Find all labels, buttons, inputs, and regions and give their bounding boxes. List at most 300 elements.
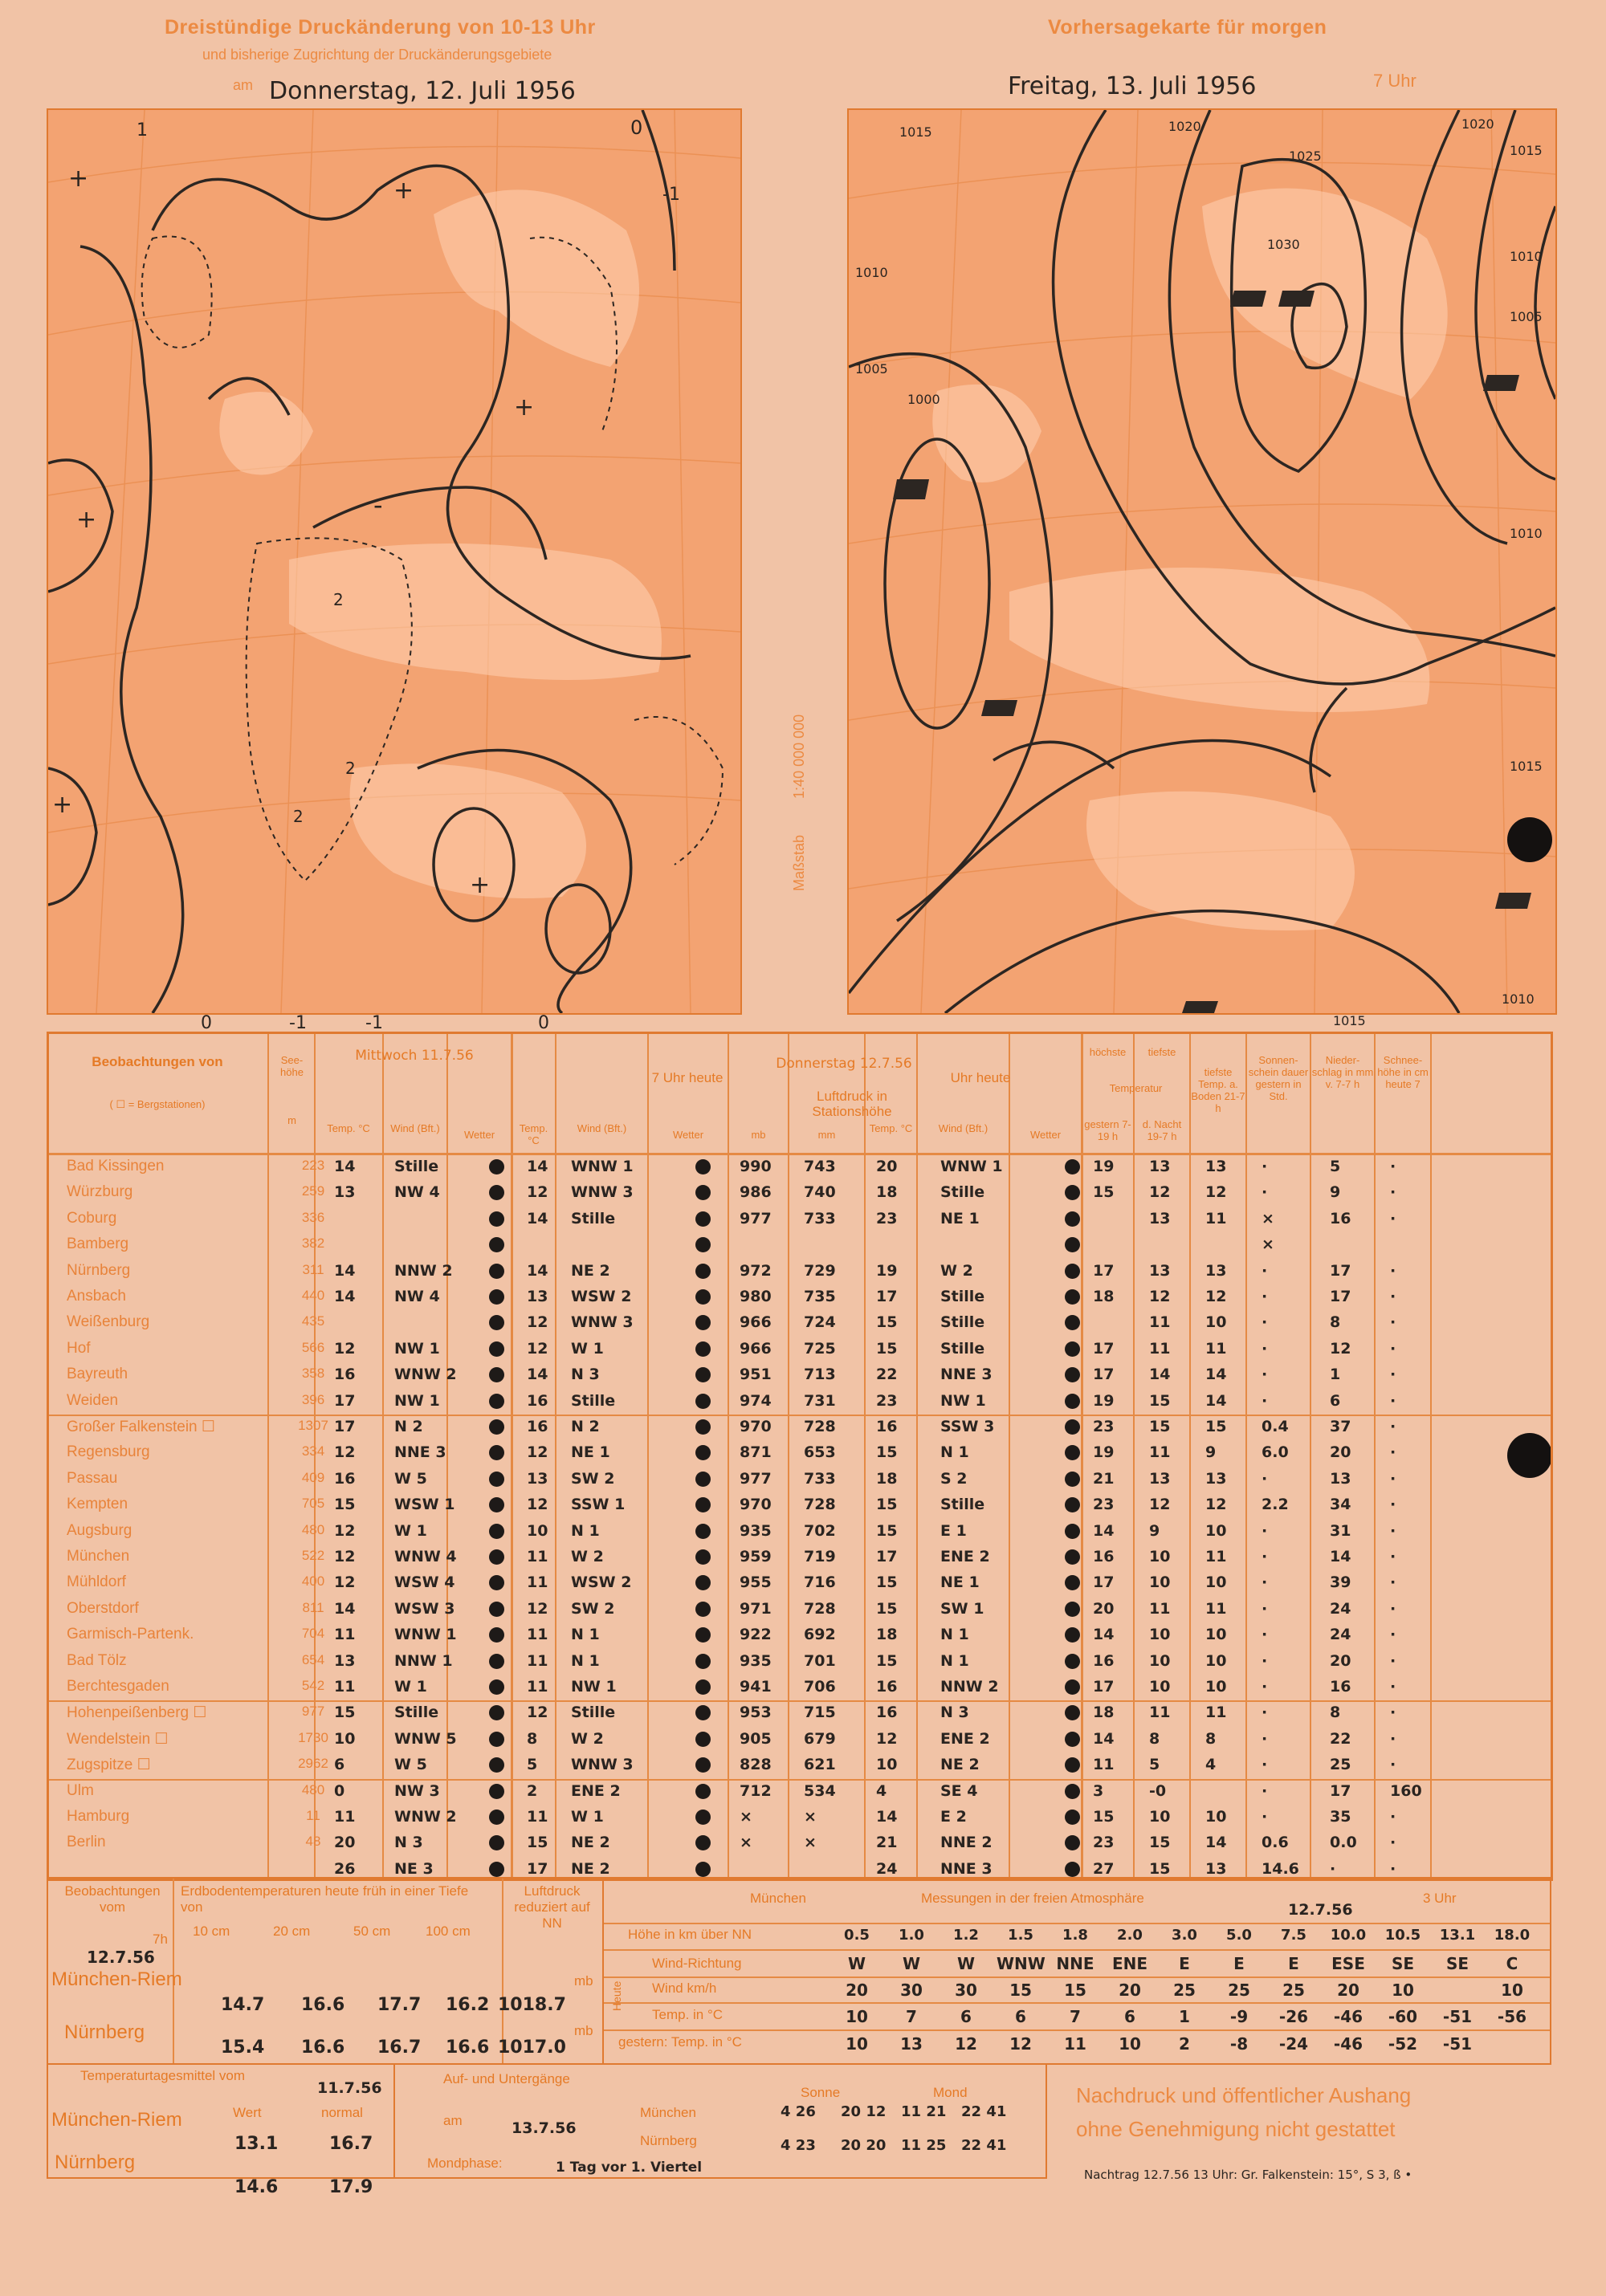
- cloud-cover-icon: [489, 1654, 504, 1669]
- cell-tx: 11: [1093, 1756, 1115, 1774]
- cell-sh: ·: [1390, 1548, 1396, 1565]
- table-row: [49, 1468, 1551, 1489]
- cell-sh: ·: [1390, 1469, 1396, 1488]
- cell-w2: NE 2: [571, 1261, 610, 1280]
- pressure-change-map: [47, 108, 742, 1015]
- cell-tx: 17: [1093, 1339, 1115, 1358]
- cell-tx: 23: [1093, 1418, 1115, 1435]
- cell-sh: ·: [1390, 1209, 1396, 1227]
- sun-moon-am: am: [443, 2113, 463, 2128]
- cell-t3: 15: [876, 1599, 898, 1618]
- left-map-label: 0: [630, 116, 643, 139]
- cell-t2: 10: [527, 1521, 548, 1540]
- cell-t3: 15: [876, 1313, 898, 1332]
- atmos-wind_dir-value: NNE: [1056, 1954, 1094, 1973]
- cell-t2: 13: [527, 1469, 548, 1488]
- cell-t3: 17: [876, 1548, 898, 1565]
- cell-mb: 966: [740, 1339, 772, 1358]
- cell-sh: ·: [1390, 1573, 1396, 1592]
- cell-so: ·: [1262, 1573, 1268, 1592]
- right-title: Vorhersagekarte für morgen: [1048, 16, 1327, 39]
- cloud-cover-icon: [489, 1211, 504, 1227]
- cell-t2: 16: [527, 1391, 548, 1410]
- cell-so: ×: [1262, 1209, 1274, 1227]
- cell-w1: NW 4: [394, 1288, 440, 1305]
- table-row: [49, 1364, 1551, 1385]
- cell-mb: 971: [740, 1599, 772, 1618]
- isobar-label: 1010: [1510, 249, 1543, 264]
- col-header-temperature: Temperatur: [1109, 1082, 1163, 1094]
- cell-mb: 972: [740, 1261, 772, 1280]
- isobar-label: 1005: [1510, 309, 1543, 324]
- cloud-cover-icon: [695, 1394, 711, 1409]
- cell-so: ·: [1262, 1548, 1268, 1565]
- cell-ns: ·: [1330, 1859, 1336, 1878]
- atmos-time: 3 Uhr: [1423, 1891, 1457, 1906]
- soil-temperature-table: [47, 1877, 604, 2065]
- cell-so: ·: [1262, 1288, 1268, 1305]
- isobar-label: 1030: [1267, 237, 1300, 252]
- cell-tb: 14: [1205, 1391, 1227, 1410]
- cell-ns: 13: [1330, 1469, 1351, 1488]
- cell-tn: 15: [1149, 1859, 1171, 1878]
- cell-w1: WNW 5: [394, 1729, 457, 1748]
- moon-phase-label: Mondphase:: [427, 2156, 503, 2171]
- cell-ns: 39: [1330, 1573, 1351, 1592]
- cloud-cover-icon: [1065, 1705, 1080, 1720]
- cloud-cover-icon: [1065, 1549, 1080, 1565]
- cell-w1: N 2: [394, 1418, 423, 1435]
- cell-w2: W 2: [571, 1548, 604, 1565]
- cell-w3: WNW 1: [940, 1158, 1003, 1175]
- station-name: Nürnberg: [67, 1261, 131, 1279]
- cell-w1: NNW 2: [394, 1261, 453, 1280]
- cell-mb: 935: [740, 1651, 772, 1670]
- cell-w3: NE 1: [940, 1209, 980, 1227]
- cell-tb: 11: [1205, 1704, 1227, 1722]
- cell-tb: 11: [1205, 1339, 1227, 1358]
- cell-tx: 21: [1093, 1469, 1115, 1488]
- mean-value: 13.1: [234, 2134, 279, 2154]
- cell-t1: 10: [334, 1729, 356, 1748]
- cell-t1: 12: [334, 1573, 356, 1592]
- table-row: [49, 1156, 1551, 1177]
- station-altitude: 311: [302, 1261, 324, 1277]
- cell-t1: 16: [334, 1469, 356, 1488]
- cell-t1: 0: [334, 1781, 345, 1800]
- cloud-cover-icon: [489, 1497, 504, 1512]
- cloud-cover-icon: [695, 1472, 711, 1487]
- mean-date: 11.7.56: [317, 2079, 382, 2097]
- cell-w3: SSW 3: [940, 1418, 995, 1435]
- atmos-temp-value: 10: [846, 2007, 868, 2026]
- cell-w1: NW 1: [394, 1391, 440, 1410]
- soil-value: 16.2: [446, 1995, 490, 2015]
- station-name: Oberstdorf: [67, 1599, 139, 1617]
- cell-mb: ×: [740, 1834, 752, 1852]
- soil-obs-time: 7h: [153, 1932, 168, 1947]
- station-name: Würzburg: [67, 1183, 133, 1201]
- cell-sh: ·: [1390, 1808, 1396, 1826]
- cloud-cover-icon: [489, 1289, 504, 1305]
- col-header-weather: Wetter: [1029, 1129, 1062, 1141]
- cloud-cover-icon: [489, 1524, 504, 1539]
- cell-ns: 37: [1330, 1418, 1351, 1435]
- cell-w3: NNE 2: [940, 1834, 993, 1852]
- cell-w3: SE 4: [940, 1781, 978, 1800]
- notice-line-1: Nachdruck und öffentlicher Aushang: [1076, 2083, 1412, 2107]
- soil-value: 16.6: [446, 2037, 490, 2058]
- cloud-cover-icon: [1065, 1419, 1080, 1435]
- cloud-cover-icon: [695, 1237, 711, 1252]
- isobar-label: 1010: [855, 265, 888, 280]
- atmos-temp-value: -26: [1278, 2007, 1309, 2026]
- atmos-temp-value: 1: [1179, 2007, 1190, 2026]
- cell-t3: 15: [876, 1339, 898, 1358]
- sun-city: München: [640, 2105, 696, 2120]
- cell-tn: 13: [1149, 1209, 1171, 1227]
- station-name: Berlin: [67, 1834, 106, 1851]
- cell-w3: S 2: [940, 1469, 968, 1488]
- station-altitude: 542: [301, 1678, 325, 1693]
- cloud-cover-icon: [1065, 1679, 1080, 1695]
- sun-moon-date: 13.7.56: [512, 2119, 577, 2137]
- station-altitude: 409: [301, 1469, 325, 1485]
- cell-mm: 706: [804, 1678, 836, 1696]
- cell-w1: WSW 3: [394, 1599, 455, 1618]
- moon-header: Mond: [933, 2085, 968, 2100]
- cell-tn: 13: [1149, 1261, 1171, 1280]
- cell-w3: NW 1: [940, 1391, 986, 1410]
- atmos-heights-value: 1.2: [953, 1927, 979, 1944]
- atmos-wind_dir-value: E: [1288, 1954, 1299, 1973]
- cell-t2: 11: [527, 1808, 548, 1826]
- col-header-night: d. Nacht 19-7 h: [1142, 1118, 1182, 1142]
- table-row: [49, 1754, 1551, 1775]
- cell-mb: 974: [740, 1391, 772, 1410]
- cell-mm: 733: [804, 1469, 836, 1488]
- atmos-today-label: Heute: [610, 1981, 623, 2011]
- cell-t1: 16: [334, 1366, 356, 1384]
- cell-t3: 15: [876, 1443, 898, 1462]
- cell-t1: 12: [334, 1339, 356, 1358]
- station-altitude: 522: [301, 1548, 325, 1563]
- isobar-label: 1010: [1510, 526, 1543, 541]
- cell-tb: 10: [1205, 1521, 1227, 1540]
- soil-obs-date: 12.7.56: [87, 1948, 155, 1967]
- cell-w2: N 2: [571, 1418, 600, 1435]
- cell-w1: WSW 4: [394, 1573, 455, 1592]
- atmos-city: München: [750, 1891, 806, 1906]
- table-row: [49, 1234, 1551, 1255]
- station-altitude: 480: [301, 1781, 325, 1797]
- cloud-cover-icon: [489, 1602, 504, 1617]
- station-name: Augsburg: [67, 1521, 132, 1539]
- soil-pressure-label: Luftdruck reduziert auf NN: [514, 1883, 590, 1931]
- station-name: München: [67, 1548, 130, 1565]
- cloud-cover-icon: [695, 1445, 711, 1460]
- cell-mb: 986: [740, 1183, 772, 1202]
- cloud-cover-icon: [489, 1445, 504, 1460]
- cloud-cover-icon: [695, 1575, 711, 1590]
- table-row: [49, 1702, 1551, 1723]
- atmos-wind_dir-value: W: [902, 1954, 921, 1973]
- sun-moon-table: [393, 2063, 1047, 2179]
- cloud-cover-icon: [695, 1835, 711, 1850]
- cloud-cover-icon: [695, 1264, 711, 1279]
- cell-t3: 18: [876, 1469, 898, 1488]
- cloud-cover-icon: [1065, 1835, 1080, 1850]
- cell-w2: WNW 3: [571, 1183, 634, 1202]
- cell-sh: ·: [1390, 1313, 1396, 1332]
- cell-so: ·: [1262, 1729, 1268, 1748]
- cell-t2: 14: [527, 1209, 548, 1227]
- atmos-gestern-value: 10: [846, 2034, 868, 2054]
- cloud-cover-icon: [1065, 1654, 1080, 1669]
- cloud-cover-icon: [1065, 1315, 1080, 1330]
- cloud-cover-icon: [489, 1159, 504, 1174]
- left-map-label: 2: [293, 807, 304, 826]
- cell-sh: ·: [1390, 1418, 1396, 1435]
- cell-mm: 731: [804, 1391, 836, 1410]
- atmos-wind_kmh-value: 20: [846, 1981, 868, 2000]
- cloud-cover-icon: [1065, 1575, 1080, 1590]
- cell-so: 6.0: [1262, 1443, 1289, 1462]
- col-header-ground-temp: tiefste Temp. a. Boden 21-7 h: [1191, 1066, 1245, 1114]
- cell-tb: 10: [1205, 1678, 1227, 1696]
- cell-ns: 9: [1330, 1183, 1341, 1202]
- col-header-pressure: Luftdruck in Stationshöhe: [812, 1089, 892, 1119]
- cell-mm: 743: [804, 1158, 836, 1175]
- cell-tb: 13: [1205, 1158, 1227, 1175]
- atmos-wind_dir-value: ENE: [1111, 1954, 1148, 1973]
- cell-tn: 11: [1149, 1443, 1171, 1462]
- moon-time: 22 41: [961, 2137, 1007, 2154]
- cell-w3: NE 1: [940, 1573, 980, 1592]
- isobar-label: 1015: [1510, 143, 1543, 158]
- station-name: Ulm: [67, 1781, 94, 1799]
- cell-w3: NNE 3: [940, 1366, 993, 1384]
- col-header-mountain-note: ( ☐ = Bergstationen): [109, 1098, 206, 1110]
- cell-w3: NNE 3: [940, 1859, 993, 1878]
- cell-tb: 10: [1205, 1626, 1227, 1644]
- left-map-label: 0: [538, 1013, 549, 1033]
- cloud-cover-icon: [695, 1419, 711, 1435]
- cell-tx: 19: [1093, 1391, 1115, 1410]
- cell-w1: WNW 4: [394, 1548, 457, 1565]
- cell-t1: 6: [334, 1756, 345, 1774]
- cell-t2: 14: [527, 1158, 548, 1175]
- col-header-mb: mb: [751, 1129, 766, 1141]
- cell-tb: 10: [1205, 1651, 1227, 1670]
- col-header-weather: Wetter: [463, 1129, 495, 1141]
- left-map-label: -: [373, 490, 383, 520]
- station-altitude: 396: [301, 1391, 325, 1407]
- cloud-cover-icon: [489, 1835, 504, 1850]
- cell-mb: 955: [740, 1573, 772, 1592]
- cell-ns: 17: [1330, 1288, 1351, 1305]
- cell-so: ×: [1262, 1236, 1274, 1254]
- cell-w2: SSW 1: [571, 1496, 626, 1514]
- cloud-cover-icon: [1065, 1784, 1080, 1799]
- cell-w1: WSW 1: [394, 1496, 455, 1514]
- cell-mb: 871: [740, 1443, 772, 1462]
- cell-tb: 13: [1205, 1261, 1227, 1280]
- cell-tb: 14: [1205, 1834, 1227, 1852]
- cell-mb: 828: [740, 1756, 772, 1774]
- cell-tx: 23: [1093, 1834, 1115, 1852]
- cell-w2: N 1: [571, 1626, 600, 1644]
- cell-so: ·: [1262, 1339, 1268, 1358]
- soil-pressure-value: 1018.7: [498, 1995, 566, 2015]
- cloud-cover-icon: [489, 1757, 504, 1773]
- station-name: Bad Tölz: [67, 1651, 127, 1669]
- cell-sh: ·: [1390, 1834, 1396, 1852]
- cell-sh: ·: [1390, 1261, 1396, 1280]
- cell-t1: 13: [334, 1651, 356, 1670]
- cell-tx: 15: [1093, 1808, 1115, 1826]
- cell-ns: 8: [1330, 1313, 1341, 1332]
- station-name: Wendelstein ☐: [67, 1730, 169, 1748]
- cell-tn: 8: [1149, 1729, 1160, 1748]
- cell-w3: Stille: [940, 1183, 985, 1202]
- cell-t1: 11: [334, 1626, 356, 1644]
- cell-t2: 11: [527, 1626, 548, 1644]
- atmos-wind_dir-value: W: [956, 1954, 976, 1973]
- cell-tx: 15: [1093, 1183, 1115, 1202]
- soil-value: 16.7: [377, 2037, 422, 2058]
- atmos-temp-value: 6: [960, 2007, 972, 2026]
- cell-tb: 12: [1205, 1496, 1227, 1514]
- station-name: Hohenpeißenberg ☐: [67, 1704, 207, 1722]
- table-row: [49, 1651, 1551, 1671]
- cloud-cover-icon: [1065, 1237, 1080, 1252]
- left-subtitle: und bisherige Zugrichtung der Druckänderungsgebiete: [202, 47, 552, 63]
- atmos-wind_dir-value: ESE: [1331, 1954, 1365, 1973]
- cell-t3: 18: [876, 1183, 898, 1202]
- cell-tx: 19: [1093, 1158, 1115, 1175]
- cell-mm: 719: [804, 1548, 836, 1565]
- table-row: [49, 1624, 1551, 1645]
- cloud-cover-icon: [489, 1472, 504, 1487]
- col-header-precip: Nieder-schlag in mm v. 7-7 h: [1311, 1054, 1374, 1090]
- cell-tb: 11: [1205, 1548, 1227, 1565]
- cell-tb: 14: [1205, 1366, 1227, 1384]
- cell-tx: 18: [1093, 1704, 1115, 1722]
- atmos-temp-value: -51: [1442, 2007, 1473, 2026]
- cell-sh: ·: [1390, 1496, 1396, 1514]
- station-altitude: 48: [305, 1834, 321, 1850]
- table-row: [49, 1390, 1551, 1411]
- cell-t2: 8: [527, 1729, 538, 1748]
- cell-t2: 12: [527, 1496, 548, 1514]
- cell-so: ·: [1262, 1391, 1268, 1410]
- cell-tx: 17: [1093, 1678, 1115, 1696]
- cell-t3: 16: [876, 1704, 898, 1722]
- col-header-sunshine: Sonnen-schein dauer gestern in Std.: [1248, 1054, 1309, 1102]
- cloud-cover-icon: [489, 1419, 504, 1435]
- cell-w2: WNW 3: [571, 1756, 634, 1774]
- cell-w2: NW 1: [571, 1678, 617, 1696]
- cloud-cover-icon: [489, 1627, 504, 1643]
- left-map-label: +: [76, 506, 97, 534]
- table-row: [49, 1208, 1551, 1229]
- cell-t3: 15: [876, 1573, 898, 1592]
- moon-phase: 1 Tag vor 1. Viertel: [556, 2160, 703, 2176]
- station-name: Coburg: [67, 1209, 117, 1227]
- cell-mm: 701: [804, 1651, 836, 1670]
- cell-mm: 729: [804, 1261, 836, 1280]
- station-name: Hof: [67, 1339, 91, 1357]
- mean-station-name: München-Riem: [51, 2109, 182, 2131]
- cell-sh: ·: [1390, 1158, 1396, 1175]
- yesterday-date: Mittwoch 11.7.56: [355, 1048, 474, 1064]
- station-altitude: 704: [301, 1626, 325, 1642]
- cell-t3: 22: [876, 1366, 898, 1384]
- station-altitude: 654: [301, 1651, 325, 1667]
- table-row: [49, 1728, 1551, 1749]
- cell-tx: 23: [1093, 1496, 1115, 1514]
- cell-t2: 5: [527, 1756, 538, 1774]
- cell-t2: 12: [527, 1443, 548, 1462]
- cell-t1: 15: [334, 1704, 356, 1722]
- cell-ns: 1: [1330, 1366, 1341, 1384]
- cell-t2: 11: [527, 1651, 548, 1670]
- isobar-label: 1015: [899, 124, 932, 140]
- cell-tb: 12: [1205, 1183, 1227, 1202]
- cell-tn: 14: [1149, 1366, 1171, 1384]
- cell-tn: 10: [1149, 1548, 1171, 1565]
- cell-ns: 24: [1330, 1599, 1351, 1618]
- cell-t3: 16: [876, 1678, 898, 1696]
- cell-tn: 15: [1149, 1391, 1171, 1410]
- station-altitude: 1730: [298, 1729, 328, 1745]
- cell-sh: ·: [1390, 1443, 1396, 1462]
- cell-w2: WSW 2: [571, 1288, 632, 1305]
- cell-t3: 18: [876, 1626, 898, 1644]
- cell-mm: 621: [804, 1756, 836, 1774]
- cell-ns: 24: [1330, 1626, 1351, 1644]
- table-row: [49, 1442, 1551, 1463]
- forecast-map: [847, 108, 1557, 1015]
- cell-w1: Stille: [394, 1158, 439, 1175]
- atmos-temp-value: 7: [1070, 2007, 1081, 2026]
- atmos-wind_kmh-value: 10: [1501, 1981, 1523, 2000]
- atmos-wind_dir-value: E: [1233, 1954, 1245, 1973]
- cell-so: ·: [1262, 1313, 1268, 1332]
- cell-w3: N 3: [940, 1704, 969, 1722]
- cloud-cover-icon: [489, 1810, 504, 1825]
- cloud-cover-icon: [1065, 1810, 1080, 1825]
- mean-value: 14.6: [234, 2177, 279, 2197]
- atmos-gestern-value: 11: [1064, 2034, 1086, 2054]
- cell-t1: 20: [334, 1834, 356, 1852]
- addendum-note: Nachtrag 12.7.56 13 Uhr: Gr. Falkenstein: 15°, S 3, ß •: [1084, 2168, 1412, 2182]
- cloud-cover-icon: [1065, 1289, 1080, 1305]
- atmos-wind_dir-value: SE: [1445, 1954, 1469, 1973]
- cloud-cover-icon: [489, 1862, 504, 1877]
- atmos-wind_kmh-value: 20: [1337, 1981, 1359, 2000]
- col-header-min: tiefste: [1147, 1046, 1176, 1058]
- cell-w3: Stille: [940, 1313, 985, 1332]
- sun-time: 4 23: [781, 2137, 816, 2154]
- atmos-gestern-value: -8: [1229, 2034, 1249, 2054]
- atmos-gestern-value: -52: [1388, 2034, 1418, 2054]
- cloud-cover-icon: [695, 1211, 711, 1227]
- cloud-cover-icon: [489, 1394, 504, 1409]
- cell-t2: 2: [527, 1781, 538, 1800]
- cloud-cover-icon: [489, 1237, 504, 1252]
